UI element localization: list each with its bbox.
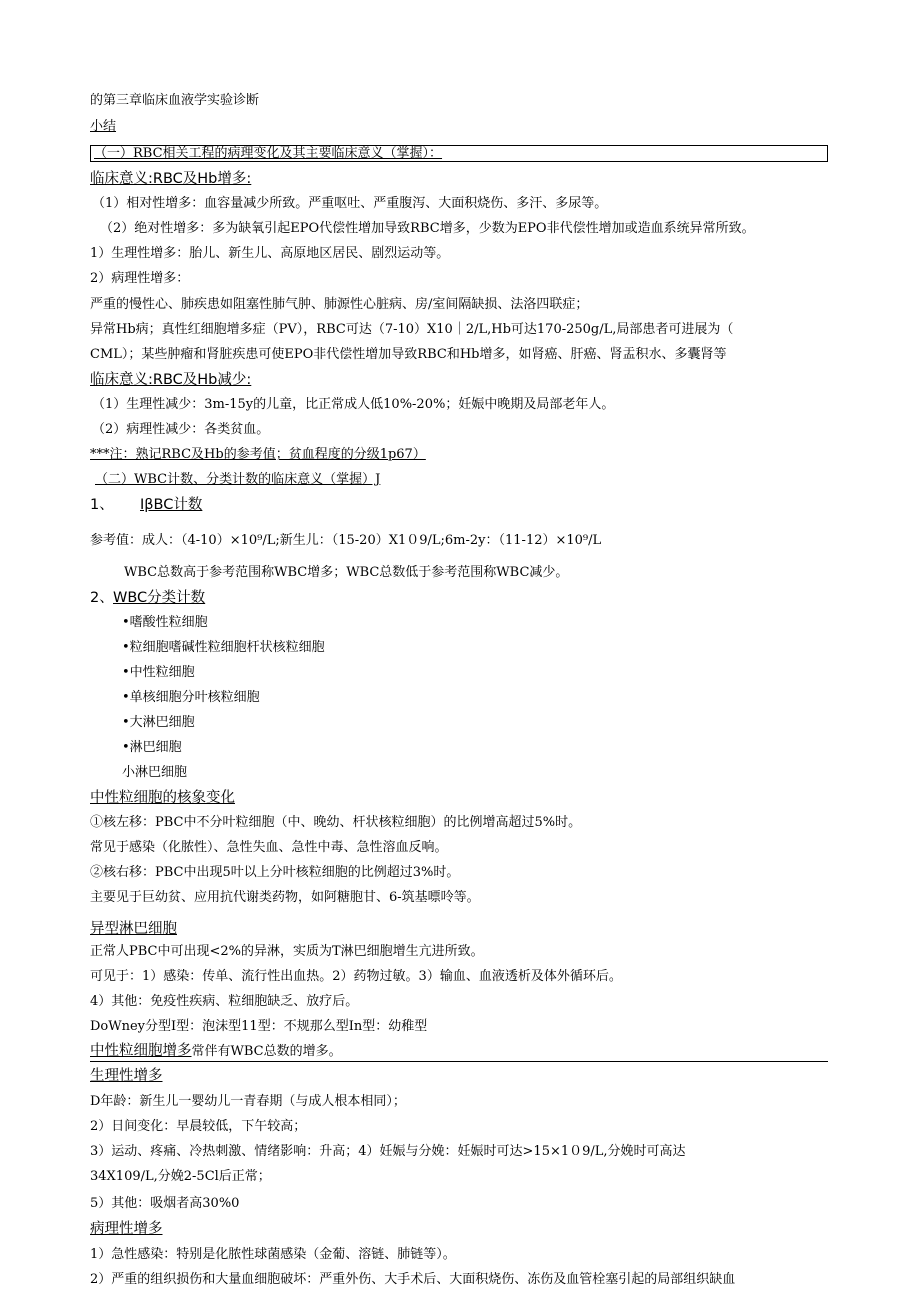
neutrophil-increase-tail: 常伴有WBC总数的增多。	[191, 1044, 342, 1059]
neutrophil-nuclear-line: 主要见于巨幼贫、应用抗代谢类药物，如阿糖胞甘、6-筑基嘌呤等。	[90, 890, 480, 905]
rbc-increase-line: 严重的慢性心、肺疾患如阻塞性肺气肿、肺源性心脏病、房/室间隔缺损、法洛四联症；	[90, 297, 589, 312]
physiological-increase-heading: 生理性增多	[90, 1068, 163, 1084]
pathological-increase-line: 1）急性感染：特别是化脓性球菌感染（金葡、溶链、肺链等）。	[90, 1247, 456, 1262]
section-2-heading: （二）WBC计数、分类计数的临床意义（掌握）J	[95, 472, 381, 487]
rbc-increase-line: CML）；某些肿瘤和肾脏疾患可使EPO非代偿性增加导致RBC和Hb增多，如肾癌、肝癌、肾盂积水、多囊肾等	[90, 347, 727, 362]
atypical-lymphocyte-line: DoWney分型I型：泡沫型11型：不规那么型In型：幼稚型	[90, 1019, 428, 1034]
wbc-count-number: 1、	[90, 497, 114, 513]
neutrophil-nuclear-line: 常见于感染（化脓性）、急性失血、急性中毒、急性溶血反响。	[90, 840, 448, 855]
neutrophil-increase-heading: 中性粒细胞增多	[90, 1043, 192, 1059]
wbc-count-heading: IβBC计数	[140, 497, 203, 513]
rbc-decrease-heading: 临床意义:RBC及Hb减少:	[90, 372, 252, 388]
atypical-lymphocyte-line: 正常人PBC中可出现<2%的异淋，实质为T淋巴细胞增生亢进所致。	[90, 944, 484, 959]
rbc-increase-heading: 临床意义:RBC及Hb增多:	[90, 171, 252, 187]
reference-note: WBC总数高于参考范围称WBC增多；WBC总数低于参考范围称WBC减少。	[124, 565, 569, 580]
wbc-class-item: 小淋巴细胞	[122, 765, 188, 780]
reference-values: 参考值：成人：（4-10）×10⁹/L;新生儿：（15-20）X1０9/L;6m-2y：（11-12）×10⁹/L	[90, 533, 602, 548]
note-line: ***注：熟记RBC及Hb的参考值；贫血程度的分级1p67）	[90, 447, 426, 462]
atypical-lymphocyte-line: 4）其他：免疫性疾病、粒细胞缺乏、放疗后。	[90, 994, 359, 1009]
physiological-increase-line: 2）日间变化：早晨较低，下午较高；	[90, 1119, 307, 1134]
rbc-decrease-line: （1）生理性减少：3m-15y的儿童，比正常成人低10%-20%；妊娠中晚期及局部老年人。	[92, 397, 615, 412]
wbc-class-item: •大淋巴细胞	[122, 715, 195, 730]
wbc-class-item: •淋巴细胞	[122, 740, 182, 755]
physiological-increase-line: D年龄：新生儿一婴幼儿一青春期（与成人根本相同）；	[90, 1094, 406, 1109]
wbc-class-item: •中性粒细胞	[122, 665, 195, 680]
document-title: 的第三章临床血液学实验诊断	[90, 93, 260, 108]
rbc-increase-line: 2）病理性增多：	[90, 271, 190, 286]
physiological-increase-line: 5）其他：吸烟者高30%0	[90, 1196, 240, 1211]
rbc-increase-line: （1）相对性增多：血容量减少所致。严重呕吐、严重腹泻、大面积烧伤、多汗、多尿等。	[92, 196, 608, 211]
atypical-lymphocyte-line: 可见于：1）感染：传单、流行性出血热。2）药物过敏。3）输血、血液透析及体外循环后。	[90, 969, 622, 984]
rbc-decrease-line: （2）病理性减少：各类贫血。	[92, 422, 270, 437]
wbc-class-number: 2、	[90, 590, 114, 606]
atypical-lymphocyte-heading: 异型淋巴细胞	[90, 921, 177, 937]
section-1-heading: （一）RBC相关工程的病理变化及其主要临床意义（掌握）：	[94, 146, 443, 161]
divider	[90, 1061, 828, 1062]
wbc-class-item: •粒细胞嗜碱性粒细胞杆状核粒细胞	[122, 640, 325, 655]
neutrophil-nuclear-line: ②核右移：PBC中出现5叶以上分叶核粒细胞的比例超过3%时。	[90, 865, 460, 880]
wbc-class-item: •嗜酸性粒细胞	[122, 615, 208, 630]
rbc-increase-line: 1）生理性增多：胎儿、新生儿、高原地区居民、剧烈运动等。	[90, 246, 450, 261]
pathological-increase-heading: 病理性增多	[90, 1221, 163, 1237]
neutrophil-increase-line	[90, 1043, 342, 1060]
rbc-increase-line: 异常Hb病；真性红细胞增多症（PV），RBC可达（7-10）X10｜2/L,Hb可达170-250g/L,局部患者可进展为（	[90, 322, 734, 337]
pathological-increase-line: 2）严重的组织损伤和大量血细胞破坏：严重外伤、大手术后、大面积烧伤、冻伤及血管栓塞引起的局部组织缺血	[90, 1272, 736, 1287]
wbc-class-item: •单核细胞分叶核粒细胞	[122, 690, 260, 705]
rbc-increase-line: （2）绝对性增多：多为缺氧引起EPO代偿性增加导致RBC增多，少数为EPO非代偿性增加或造血系统异常所致。	[100, 221, 755, 236]
wbc-class-heading: WBC分类计数	[113, 590, 206, 606]
neutrophil-nuclear-line: ①核左移：PBC中不分叶粒细胞（中、晚幼、杆状核粒细胞）的比例增高超过5%时。	[90, 815, 582, 830]
neutrophil-nuclear-heading: 中性粒细胞的核象变化	[90, 790, 235, 806]
physiological-increase-line: 3）运动、疼痛、冷热刺激、情绪影响：升高；4）妊娠与分娩：妊娠时可达>15×1０9/L,分娩时可高达	[90, 1144, 686, 1159]
physiological-increase-line: 34X109/L,分娩2-5Cl后正常；	[90, 1169, 271, 1184]
summary-label: 小结	[90, 119, 117, 134]
